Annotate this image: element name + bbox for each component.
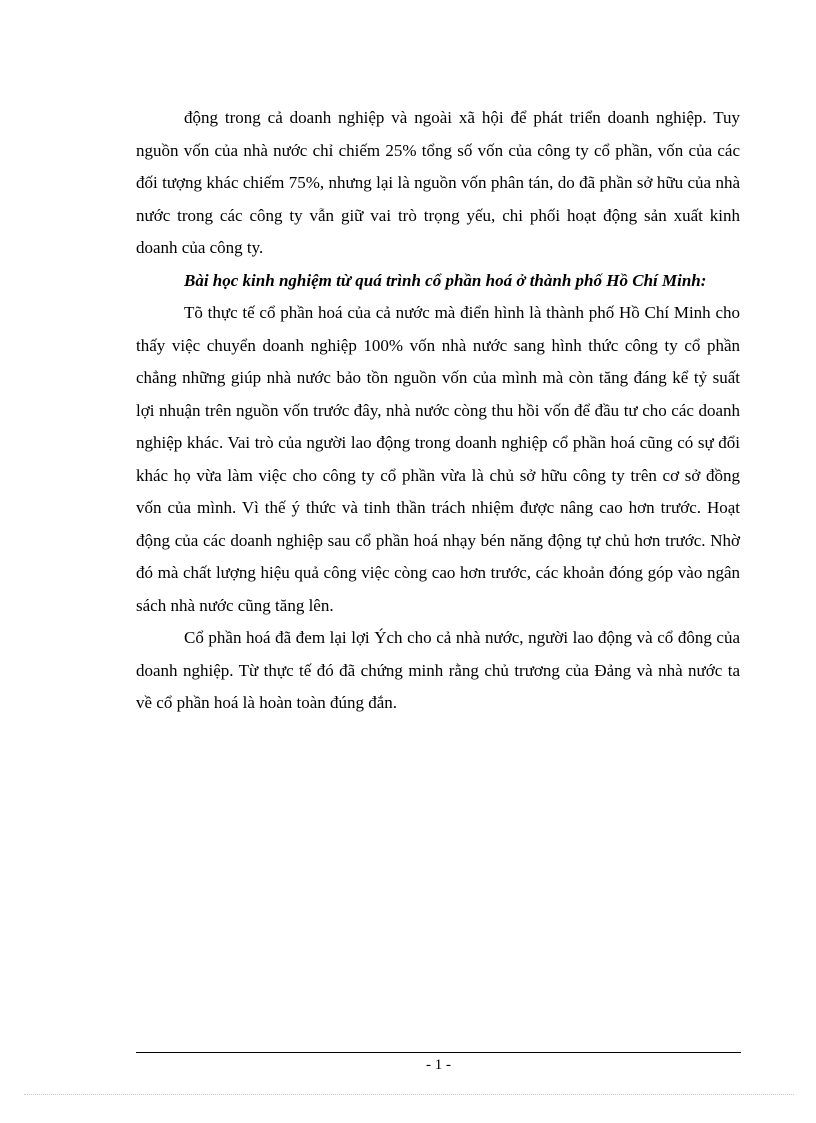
paragraph-conclusion: Cổ phần hoá đã đem lại lợi Ých cho cả nhà nước, người lao động và cổ đông của doanh nghiệp. Từ thực tế đó đã chứng minh rằng chủ trương của Đảng và nhà nước ta về cổ phần hoá là hoàn toàn đúng đắn. <box>136 628 740 712</box>
paragraph-hcmc-experience: Tõ thực tế cổ phần hoá của cả nước mà điển hình là thành phố Hồ Chí Minh cho thấy việc chuyển doanh nghiệp 100% vốn nhà nước sang hình thức công ty cổ phần chẳng những giúp nhà nước bảo tồn nguồn vốn của mình mà còn tăng đáng kể tỷ suất lợi nhuận trên nguồn vốn trước đây, nhà nước còng thu hồi vốn để đầu tư cho các doanh nghiệp khác. Vai trò của người lao động trong doanh nghiệp cổ phần hoá cũng có sự đổi khác họ vừa làm việc cho công ty cổ phần vừa là chủ sở hữu công ty trên cơ sở đồng vốn của mình. Vì thế ý thức và tinh thần trách nhiệm được nâng cao hơn trước. Hoạt động của các doanh nghiệp sau cổ phần hoá nhạy bén năng động tự chủ hơn trước. Nhờ đó mà chất lượng hiệu quả công việc còng cao hơn trước, các khoản đóng góp vào ngân sách nhà nước cũng tăng lên. <box>136 303 740 615</box>
body-text <box>136 102 740 720</box>
page-number: - 1 - <box>426 1057 451 1073</box>
page-edge-dotted-line <box>24 1094 794 1095</box>
section-heading-lessons: Bài học kinh nghiệm từ quá trình cổ phần hoá ở thành phố Hồ Chí Minh: <box>184 270 707 290</box>
footer-divider <box>136 1052 741 1053</box>
paragraph-capital-structure: động trong cả doanh nghiệp và ngoài xã hội để phát triển doanh nghiệp. Tuy nguồn vốn của nhà nước chỉ chiếm 25% tổng số vốn của công ty cổ phần, vốn của các đối tượng khác chiếm 75%, nhưng lại là nguồn vốn phân tán, do đã phần sở hữu của nhà nước trong các công ty vẫn giữ vai trò trọng yếu, chi phối hoạt động sản xuất kinh doanh của công ty. <box>136 108 740 257</box>
